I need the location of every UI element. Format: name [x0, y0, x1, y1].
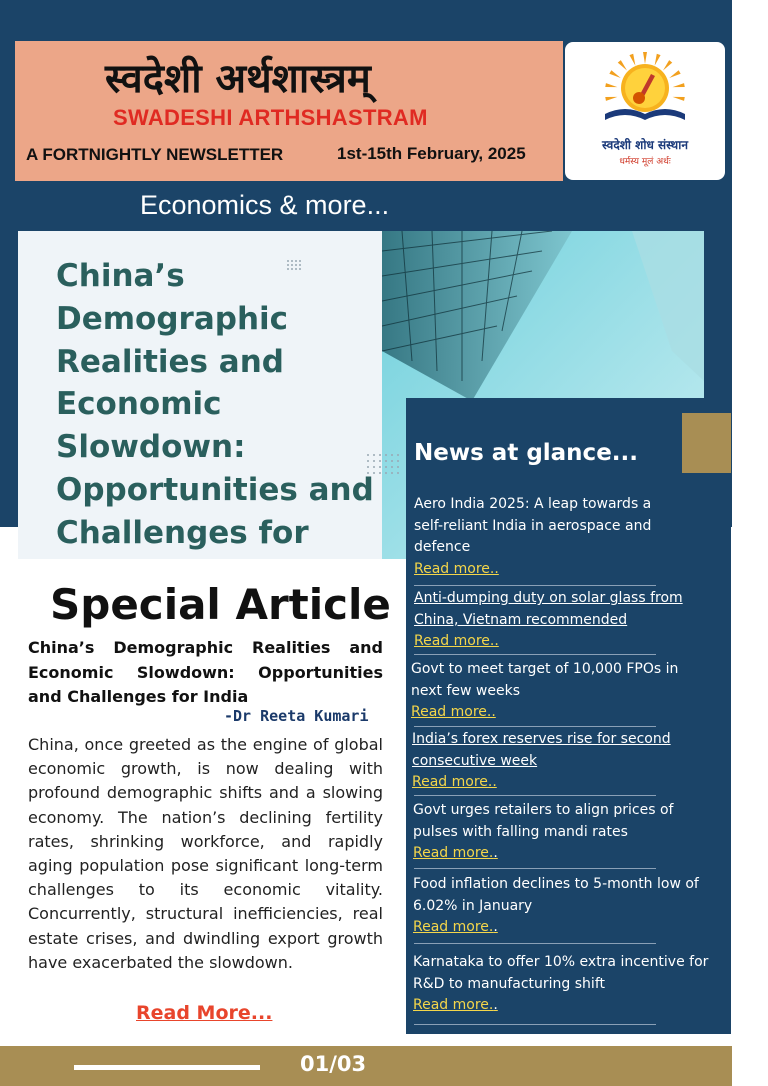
read-more-button[interactable]: Read More... — [136, 1002, 273, 1024]
read-more-link[interactable]: Read more.. — [413, 997, 498, 1013]
footer-rule — [74, 1065, 260, 1070]
news-heading: News at glance... — [414, 440, 639, 466]
hero-title: China’s Demographic Realities and Economic Slowdown: Opportunities and Challenges for — [56, 258, 374, 551]
divider — [414, 654, 656, 655]
footer — [0, 1046, 732, 1086]
divider — [414, 795, 656, 796]
news-title[interactable]: Govt to meet target of 10,000 FPOs in next few weeks — [411, 661, 679, 699]
issue-date: 1st-15th February, 2025 — [337, 144, 526, 163]
article-title: China’s Demographic Realities and Economic Slowdown: Opportunities and Challenges for India — [28, 638, 383, 706]
news-item — [414, 588, 714, 651]
news-title[interactable]: Aero India 2025: A leap towards a self-reliant India in aerospace and defence — [414, 496, 652, 555]
read-more-link[interactable]: Read more.. — [412, 774, 497, 790]
news-title[interactable]: Anti-dumping duty on solar glass from China, Vietnam recommended — [414, 590, 683, 628]
read-more-link[interactable]: Read more.. — [414, 560, 499, 577]
page-number: 01/03 — [300, 1052, 367, 1076]
article-author: -Dr Reeta Kumari — [224, 707, 369, 725]
read-more-link[interactable]: Read more.. — [411, 704, 496, 720]
section-heading: Special Article — [50, 580, 391, 629]
news-title[interactable]: India’s forex reserves rise for second consecutive week — [412, 731, 671, 769]
news-item — [411, 659, 711, 722]
read-more-link[interactable]: Read more.. — [414, 633, 499, 649]
logo-motto: धर्मस्य मूलं अर्थः — [619, 157, 671, 167]
hindi-title: स्वदेशी अर्थशास्त्रम् — [105, 56, 371, 102]
page-margin — [732, 0, 768, 1086]
news-item — [413, 952, 713, 1015]
article-body: China, once greeted as the engine of global economic growth, is now dealing with profound demographic shifts and a slowing economy. The nation’s declining fertility rates, shrinking workforce, and rapidly aging population pose significant long-term challenges to its economic vitality. Concurrently, structural inefficiencies, real estate crises, and dwindling export growth have exacerbated the slowdown. — [28, 735, 383, 972]
logo-org-name: स्वदेशी शोध संस्थान — [602, 138, 688, 152]
divider — [414, 726, 656, 727]
news-item — [413, 800, 708, 863]
english-title: SWADESHI ARTHSHASTRAM — [113, 105, 428, 130]
news-title[interactable]: Karnataka to offer 10% extra incentive for R&D to manufacturing shift — [413, 954, 709, 992]
news-item — [412, 729, 702, 792]
divider — [414, 1024, 656, 1025]
logo — [565, 42, 725, 180]
divider — [414, 868, 656, 869]
read-more-link[interactable]: Read more.. — [413, 845, 498, 861]
news-item — [414, 494, 664, 579]
news-item — [413, 874, 713, 937]
tagline: Economics & more... — [140, 190, 390, 220]
logo-emblem-icon — [595, 50, 695, 136]
read-more-link[interactable]: Read more.. — [413, 919, 498, 935]
news-title[interactable]: Govt urges retailers to align prices of pulses with falling mandi rates — [413, 802, 674, 840]
accent-block — [682, 413, 731, 473]
masthead — [15, 41, 563, 181]
news-panel — [406, 398, 731, 1034]
news-title[interactable]: Food inflation declines to 5-month low of 6.02% in January — [413, 876, 699, 914]
divider — [414, 943, 656, 944]
newsletter-label: A FORTNIGHTLY NEWSLETTER — [26, 145, 284, 164]
divider — [414, 585, 656, 586]
